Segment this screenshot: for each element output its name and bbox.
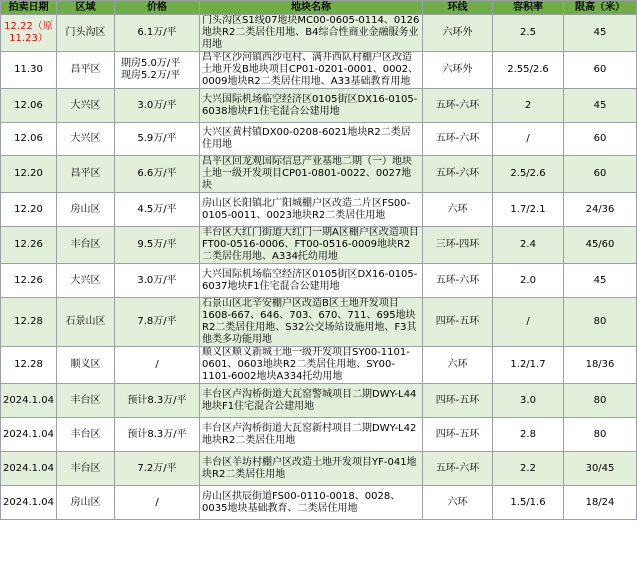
table-row	[1, 264, 637, 298]
price-line: /	[155, 496, 159, 508]
price-line: 6.1万/平	[137, 27, 177, 38]
cell-date: 2024.1.04	[1, 418, 57, 452]
cell-district: 昌平区	[57, 156, 115, 193]
cell-plot: 丰台区羊坊村棚户区改造土地开发项目YF-041地块R2二类居住用地	[200, 452, 423, 486]
cell-far: 2.5	[493, 15, 564, 52]
header-row	[1, 1, 637, 15]
price-line: 7.8万/平	[137, 316, 177, 327]
cell-height: 30/45	[564, 452, 637, 486]
cell-price	[115, 123, 200, 156]
price-line: 预计8.3万/平	[127, 428, 187, 440]
table-row	[1, 227, 637, 264]
cell-far: 2.5/2.6	[493, 156, 564, 193]
cell-height: 45/60	[564, 227, 637, 264]
table-row	[1, 418, 637, 452]
cell-ring: 四环-五环	[423, 384, 493, 418]
cell-plot: 房山区长阳镇北广阳城棚户区改造二片区FS00-0105-0011、0023地块R2二类居住用地	[200, 193, 423, 227]
cell-plot: 丰台区大红门街道大红门一期A区棚户区改造项目FT00-0516-0006、FT00-0516-0009地块R2二类居住用地、A334托幼用地	[200, 227, 423, 264]
cell-price	[115, 264, 200, 298]
cell-height: 45	[564, 89, 637, 123]
col-header-ring: 环线	[423, 1, 493, 15]
cell-district: 丰台区	[57, 452, 115, 486]
cell-height: 60	[564, 123, 637, 156]
cell-date: 12.20	[1, 156, 57, 193]
table-row	[1, 15, 637, 52]
cell-far: 2.4	[493, 227, 564, 264]
table-row	[1, 123, 637, 156]
cell-plot: 丰台区卢沟桥街道大瓦窑新村项目二期DWY-L42地块R2二类居住用地	[200, 418, 423, 452]
col-header-height: 限高（米）	[564, 1, 637, 15]
cell-far: 1.7/2.1	[493, 193, 564, 227]
table-row	[1, 486, 637, 520]
cell-district: 门头沟区	[57, 15, 115, 52]
price-line: /	[155, 359, 159, 370]
cell-ring: 五环-六环	[423, 156, 493, 193]
cell-height: 18/24	[564, 486, 637, 520]
cell-plot: 大兴国际机场临空经济区0105街区DX16-0105-6037地块F1住宅混合公建用地	[200, 264, 423, 298]
price-line: 7.2万/平	[137, 462, 177, 474]
cell-district: 大兴区	[57, 89, 115, 123]
col-header-price: 价格	[115, 1, 200, 15]
cell-height: 80	[564, 384, 637, 418]
cell-date: 2024.1.04	[1, 452, 57, 486]
table-row	[1, 193, 637, 227]
cell-date: 12.20	[1, 193, 57, 227]
cell-date: 12.28	[1, 298, 57, 347]
cell-ring: 三环-四环	[423, 227, 493, 264]
cell-height: 45	[564, 264, 637, 298]
col-header-far: 容积率	[493, 1, 564, 15]
cell-district: 石景山区	[57, 298, 115, 347]
cell-height: 60	[564, 52, 637, 89]
cell-ring: 六环	[423, 347, 493, 384]
cell-height: 18/36	[564, 347, 637, 384]
price-line: 现房5.2万/平	[121, 70, 181, 81]
cell-district: 大兴区	[57, 123, 115, 156]
cell-far: 1.5/1.6	[493, 486, 564, 520]
cell-price	[115, 52, 200, 89]
cell-price	[115, 156, 200, 193]
cell-date: 2024.1.04	[1, 384, 57, 418]
cell-ring: 五环-六环	[423, 452, 493, 486]
cell-height: 80	[564, 298, 637, 347]
table-row	[1, 89, 637, 123]
cell-date: 12.22（原11.23）	[1, 15, 57, 52]
cell-far: 1.2/1.7	[493, 347, 564, 384]
cell-plot: 昌平区回龙观国际信息产业基地二期（一）地块土地一级开发项目CP01-0801-0022、0027地块	[200, 156, 423, 193]
table-row	[1, 298, 637, 347]
cell-district: 房山区	[57, 193, 115, 227]
cell-date: 12.26	[1, 264, 57, 298]
cell-plot: 顺义区顺义新城土地一级开发项目SY00-1101-0601、0603地块R2二类居住用地、SY00-1101-6002地块A334托幼用地	[200, 347, 423, 384]
table-row	[1, 347, 637, 384]
table-row	[1, 452, 637, 486]
cell-ring: 五环-六环	[423, 264, 493, 298]
cell-district: 丰台区	[57, 418, 115, 452]
cell-plot: 门头沟区S1线07地块MC00-0605-0114、0126地块R2二类居住用地、B4综合性商业金融服务业用地	[200, 15, 423, 52]
cell-price	[115, 418, 200, 452]
cell-plot: 大兴区黄村镇DX00-0208-6021地块R2二类居住用地	[200, 123, 423, 156]
cell-district: 顺义区	[57, 347, 115, 384]
table-row	[1, 156, 637, 193]
cell-price	[115, 89, 200, 123]
col-header-date: 拍卖日期	[1, 1, 57, 15]
cell-plot: 大兴国际机场临空经济区0105街区DX16-0105-6038地块F1住宅混合公建用地	[200, 89, 423, 123]
cell-far: 2	[493, 89, 564, 123]
cell-date: 12.28	[1, 347, 57, 384]
price-line: 5.9万/平	[137, 133, 177, 144]
cell-district: 昌平区	[57, 52, 115, 89]
cell-far: 2.55/2.6	[493, 52, 564, 89]
cell-district: 丰台区	[57, 227, 115, 264]
cell-ring: 六环	[423, 193, 493, 227]
cell-price	[115, 384, 200, 418]
col-header-district: 区域	[57, 1, 115, 15]
cell-far: 2.0	[493, 264, 564, 298]
cell-date: 12.06	[1, 123, 57, 156]
cell-price	[115, 15, 200, 52]
cell-date: 2024.1.04	[1, 486, 57, 520]
cell-price	[115, 193, 200, 227]
cell-height: 80	[564, 418, 637, 452]
table-row	[1, 384, 637, 418]
price-line: 预计8.3万/平	[127, 394, 187, 406]
cell-date: 12.26	[1, 227, 57, 264]
cell-date: 12.06	[1, 89, 57, 123]
cell-ring: 四环-五环	[423, 418, 493, 452]
cell-plot: 房山区拱辰街道FS00-0110-0018、0028、0035地块基础教育、二类居住用地	[200, 486, 423, 520]
cell-far: 2.2	[493, 452, 564, 486]
cell-price	[115, 452, 200, 486]
cell-price	[115, 298, 200, 347]
cell-height: 45	[564, 15, 637, 52]
cell-ring: 六环外	[423, 52, 493, 89]
cell-price	[115, 347, 200, 384]
cell-district: 丰台区	[57, 384, 115, 418]
cell-ring: 六环	[423, 486, 493, 520]
col-header-plot: 地块名称	[200, 1, 423, 15]
cell-far: /	[493, 123, 564, 156]
cell-district: 房山区	[57, 486, 115, 520]
cell-height: 60	[564, 156, 637, 193]
cell-district: 大兴区	[57, 264, 115, 298]
price-line: 期房5.0万/平	[121, 58, 181, 69]
cell-far: 3.0	[493, 384, 564, 418]
cell-price	[115, 486, 200, 520]
cell-ring: 四环-五环	[423, 298, 493, 347]
price-line: 4.5万/平	[137, 203, 177, 215]
cell-ring: 六环外	[423, 15, 493, 52]
cell-price	[115, 227, 200, 264]
cell-far: 2.8	[493, 418, 564, 452]
price-line: 9.5万/平	[137, 239, 177, 250]
table-row	[1, 52, 637, 89]
cell-far: /	[493, 298, 564, 347]
cell-date: 11.30	[1, 52, 57, 89]
cell-plot: 石景山区北辛安棚户区改造B区土地开发项目1608-667、646、703、670、711、695地块R2二类居住用地、S32公交场站设施用地、F3其他类多功能用地	[200, 298, 423, 347]
cell-ring: 五环-六环	[423, 123, 493, 156]
cell-plot: 丰台区卢沟桥街道大瓦窑警城项目二期DWY-L44地块F1住宅混合公建用地	[200, 384, 423, 418]
cell-ring: 五环-六环	[423, 89, 493, 123]
table-body	[1, 15, 637, 520]
cell-height: 24/36	[564, 193, 637, 227]
price-line: 3.0万/平	[137, 99, 177, 111]
price-line: 3.0万/平	[137, 274, 177, 286]
price-line: 6.6万/平	[137, 168, 177, 179]
cell-plot: 昌平区沙河镇西沙屯村、满井西队村棚户区改造土地开发B地块项目CP01-0201-0001、0002、0009地块R2二类居住用地、A33基础教育用地	[200, 52, 423, 89]
